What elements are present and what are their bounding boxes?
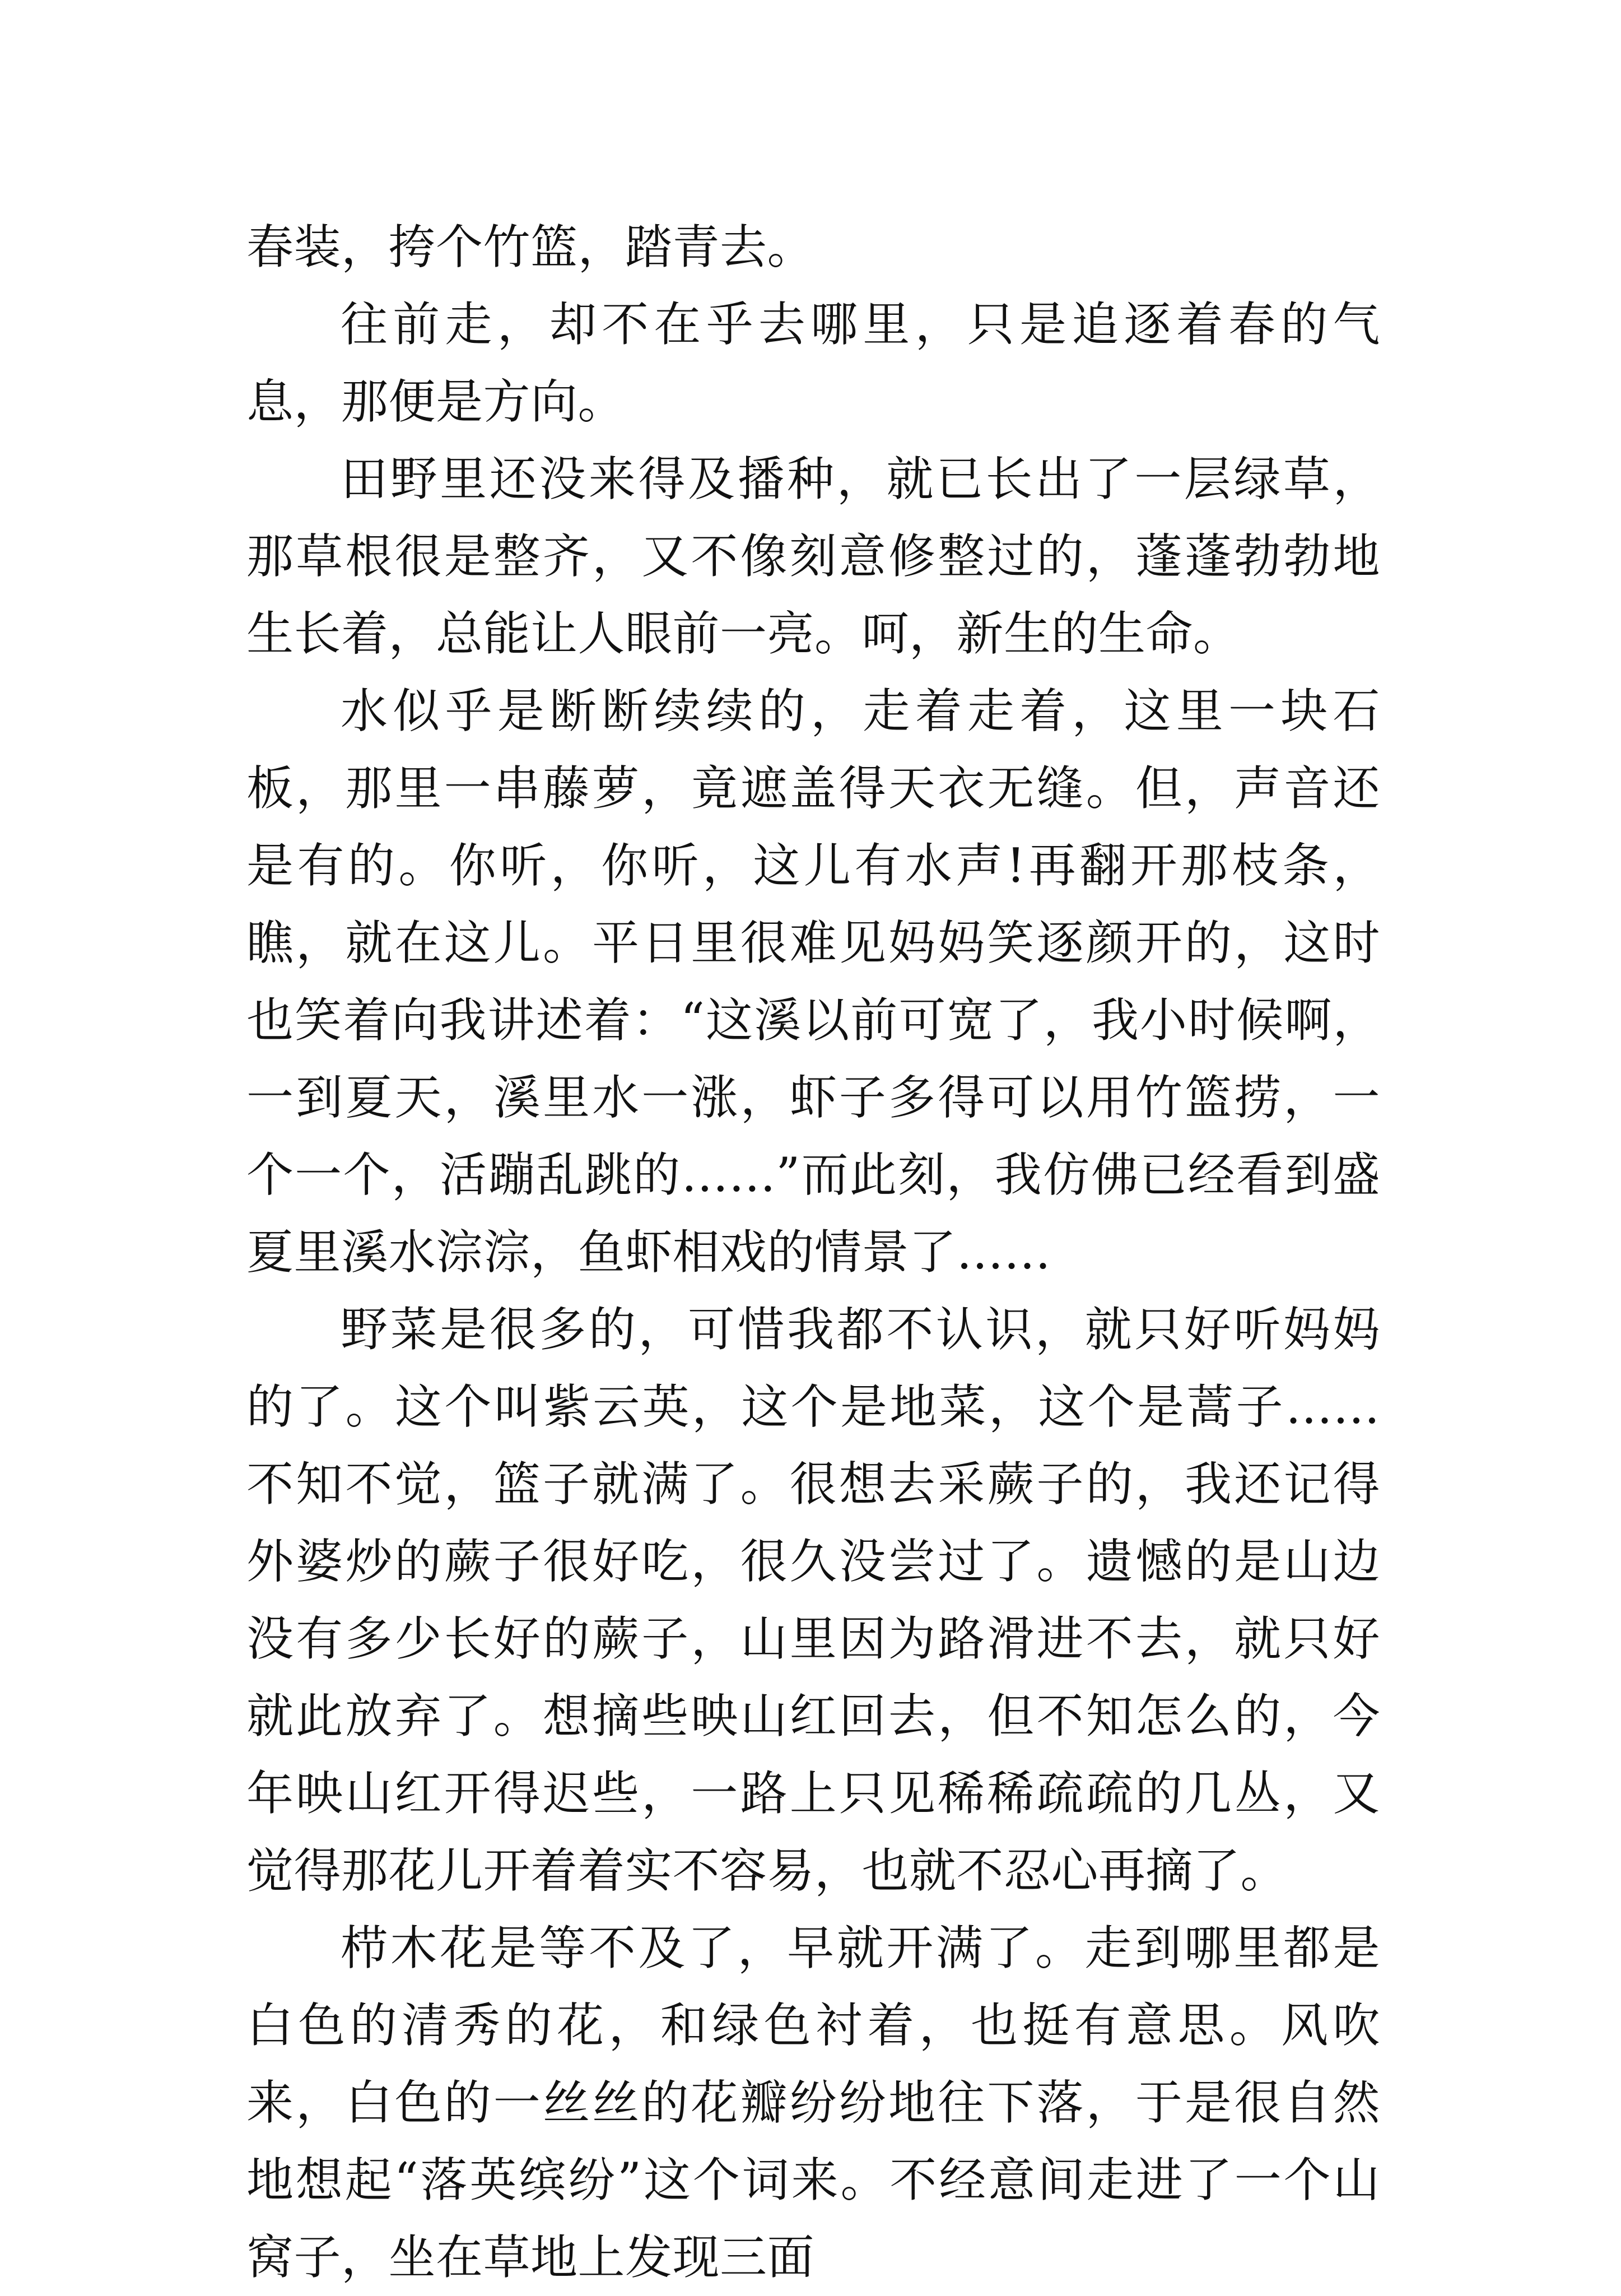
paragraph-1: 春装，挎个竹篮，踏青去。 xyxy=(246,220,815,275)
paragraph-5: 野菜是很多的，可惜我都不认识，就只好听妈妈的了。这个叫紫云英，这个是地菜，这个是蒿子……不知不觉，篮子就满了。很想去采蕨子的，我还记得外婆炒的蕨子很好吃，很久没尝过了。遗憾的是山边没有多少长好的蕨子，山里因为路滑进不去，就只好就此放弃了。想摘些映山红回去，但不知怎么的，今年映山红开得迟些，一路上只见稀稀疏疏的几丛，又觉得那花儿开着着实不容易，也就不忍心再摘了。 xyxy=(246,1302,1380,1898)
paragraph-6: 栉木花是等不及了，早就开满了。走到哪里都是白色的清秀的花，和绿色衬着，也挺有意思。风吹来，白色的一丝丝的花瓣纷纷地往下落，于是很自然地想起“落英缤纷”这个词来。不经意间走进了一个山窝子，坐在草地上发现三面 xyxy=(246,1921,1380,2285)
paragraph-4: 水似乎是断断续续的，走着走着，这里一块石板，那里一串藤萝，竟遮盖得天衣无缝。但，声音还是有的。你听，你听，这儿有水声!再翻开那枝条，瞧，就在这儿。平日里很难见妈妈笑逐颜开的，这时也笑着向我讲述着：“这溪以前可宽了，我小时候啊，一到夏天，溪里水一涨，虾子多得可以用竹篮捞，一个一个，活蹦乱跳的……”而此刻，我仿佛已经看到盛夏里溪水淙淙，鱼虾相戏的情景了…… xyxy=(246,684,1380,1280)
paragraph-2: 往前走，却不在乎去哪里，只是追逐着春的气息，那便是方向。 xyxy=(246,297,1380,429)
document-body xyxy=(246,208,1380,2296)
paragraph-3: 田野里还没来得及播种，就已长出了一层绿草，那草根很是整齐，又不像刻意修整过的，蓬蓬勃勃地生长着，总能让人眼前一亮。呵，新生的生命。 xyxy=(246,452,1380,661)
